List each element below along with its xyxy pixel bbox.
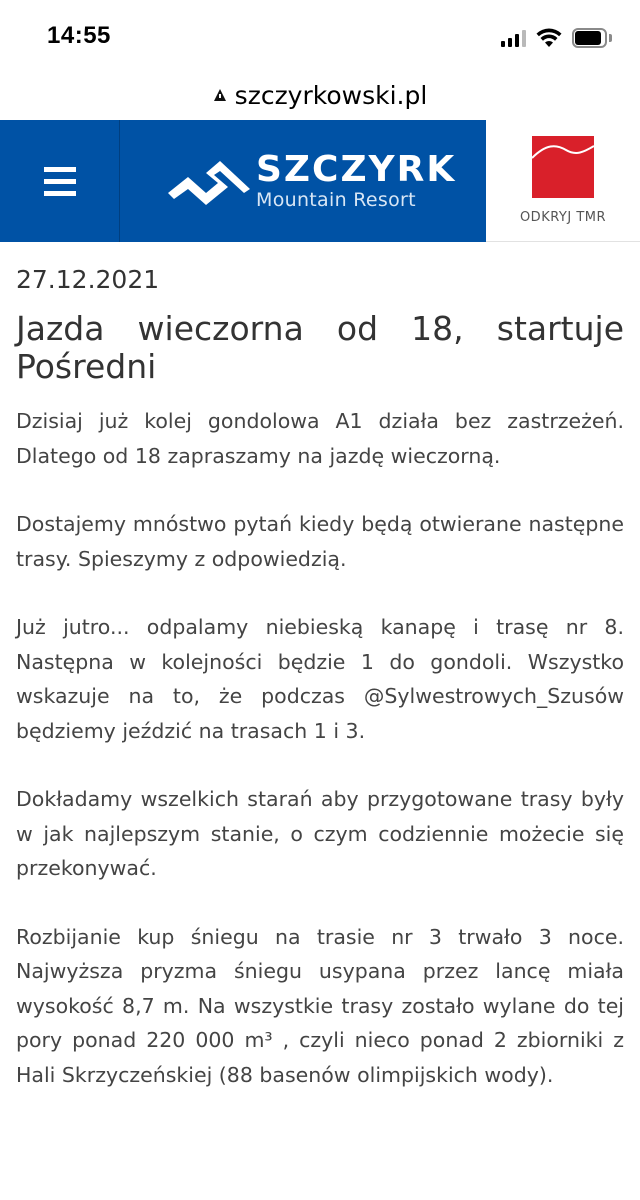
tmr-link[interactable] (486, 120, 640, 242)
site-header (0, 120, 640, 242)
article-title: Jazda wieczorna od 18, startuje Pośredni (16, 309, 624, 386)
status-time: 14:55 (47, 22, 111, 49)
address-bar[interactable] (0, 72, 640, 118)
article-paragraph: Już jutro... odpalamy niebieską kanapę i trasę nr 8. Następna w kolejności będzie 1 do gondoli. Wszystko wskazuje na to, że podczas @Sylwestrowych_Szusów będziemy jeździć na trasach 1 i 3. (16, 615, 624, 743)
wifi-icon (536, 28, 562, 48)
status-icons (501, 26, 612, 50)
tmr-label: ODKRYJ TMR (519, 210, 607, 225)
article-paragraph: Rozbijanie kup śniegu na trasie nr 3 trwało 3 noce. Najwyższa pryzma śniegu usypana przez lancę miała wysokość 8,7 m. Na wszystkie trasy zostało wylane do tej pory ponad 220 000 m³ , czyli nieco ponad 2 zbiorniki z Hali Skrzyczeńskiej (88 basenów olimpijskich wody). (16, 924, 624, 1087)
logo-title: SZCZYRK (256, 149, 457, 190)
logo-subtitle: Mountain Resort (256, 189, 416, 211)
article-paragraph: Dzisiaj już kolej gondolowa A1 działa bez zastrzeżeń. Dlatego od 18 zapraszamy na jazdę wieczorną. (16, 409, 624, 468)
article (16, 258, 624, 1126)
status-bar (0, 0, 640, 72)
article-date: 27.12.2021 (16, 265, 160, 294)
logo-text (256, 151, 456, 211)
url-text: szczyrkowski.pl (234, 80, 428, 110)
menu-button[interactable] (0, 120, 120, 242)
lock-icon (213, 88, 227, 102)
article-paragraph: Dostajemy mnóstwo pytań kiedy będą otwierane następne trasy. Spieszymy z odpowiedzią. (16, 512, 624, 571)
article-paragraph: Dokładamy wszelkich starań aby przygotowane trasy były w jak najlepszym stanie, o czym codziennie możecie się przekonywać. (16, 787, 624, 880)
site-logo[interactable] (120, 120, 486, 242)
battery-icon (572, 28, 612, 48)
tmr-logo-icon (532, 136, 594, 198)
szczyrk-logo-icon (166, 153, 252, 209)
hamburger-icon (44, 167, 76, 196)
cellular-signal-icon (501, 29, 526, 47)
article-body (16, 404, 624, 1092)
